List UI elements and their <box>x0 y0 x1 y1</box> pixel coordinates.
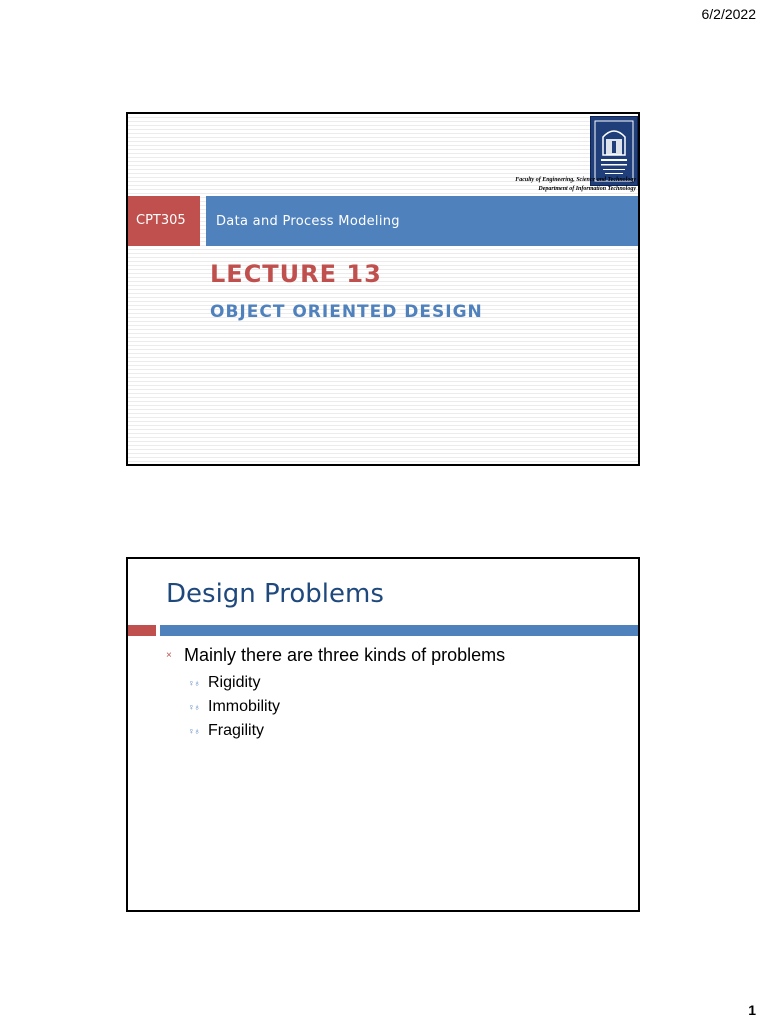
lecture-title: LECTURE 13 <box>210 260 382 288</box>
sub-bullet-icon: ♀♁ <box>188 726 200 736</box>
page-date: 6/2/2022 <box>701 6 756 22</box>
course-title: Data and Process Modeling <box>216 214 400 229</box>
list-item <box>188 671 280 695</box>
course-code: CPT305 <box>136 213 186 228</box>
accent-bar-red <box>128 625 156 636</box>
sub-item-text: Rigidity <box>208 674 261 691</box>
sub-item-text: Immobility <box>208 698 281 715</box>
course-code-band <box>128 196 200 246</box>
faculty-name: Faculty of Engineering, Science and Technology <box>515 177 636 183</box>
lecture-subtitle: OBJECT ORIENTED DESIGN <box>210 302 483 322</box>
accent-bar-blue <box>160 625 640 636</box>
department-name: Department of Information Technology <box>538 186 636 192</box>
course-title-band <box>206 196 640 246</box>
sub-bullet-icon: ♀♁ <box>188 678 200 688</box>
sub-item-text: Fragility <box>208 722 265 739</box>
bullet-text: Mainly there are three kinds of problems <box>184 645 506 665</box>
university-logo <box>590 116 638 186</box>
list-item <box>188 695 280 719</box>
list-item <box>166 645 505 666</box>
sub-bullet-icon: ♀♁ <box>188 702 200 712</box>
list-item <box>188 719 280 743</box>
bullet-x-icon: × <box>166 650 172 661</box>
slide-title-heading: Design Problems <box>166 579 384 609</box>
slide-design-problems <box>126 557 640 912</box>
sub-list <box>188 671 280 743</box>
university-crest-icon <box>591 117 637 185</box>
page-number: 1 <box>748 1002 756 1018</box>
slide-title <box>126 112 640 466</box>
